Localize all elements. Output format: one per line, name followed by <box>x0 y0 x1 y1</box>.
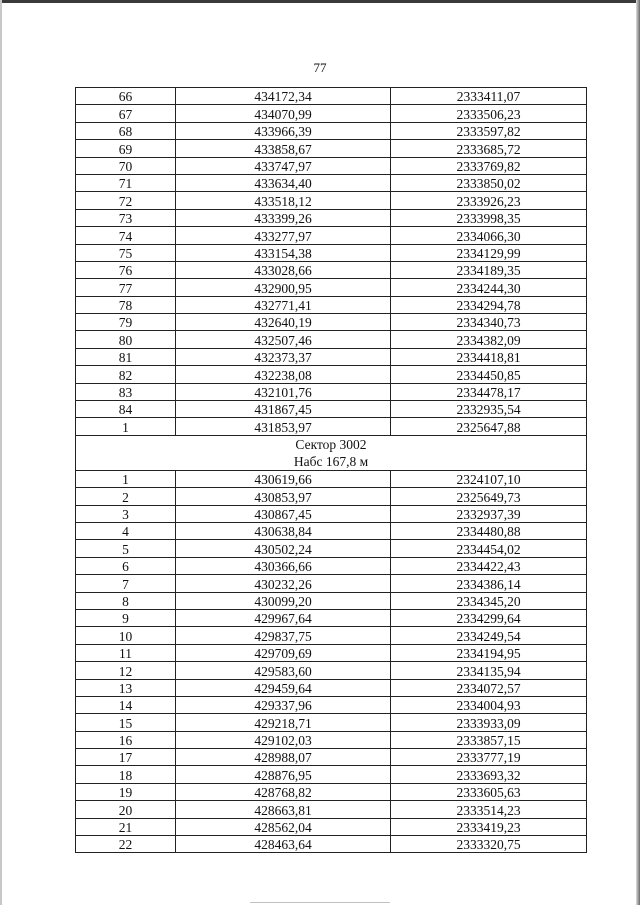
x-coordinate-cell: 433747,97 <box>176 157 391 174</box>
table-row <box>76 209 587 226</box>
point-number-cell: 10 <box>76 627 176 644</box>
page-number: 77 <box>313 60 327 75</box>
section-subtitle: Набс 167,8 м <box>293 453 369 469</box>
point-number-cell: 67 <box>76 105 176 122</box>
table-row <box>76 609 587 626</box>
point-number-cell: 73 <box>76 209 176 226</box>
table-row <box>76 731 587 748</box>
x-coordinate-cell: 432238,08 <box>176 366 391 383</box>
x-coordinate-cell: 431853,97 <box>176 418 391 435</box>
point-number-cell: 5 <box>76 540 176 557</box>
x-coordinate-cell: 433966,39 <box>176 122 391 139</box>
y-coordinate-cell: 2334294,78 <box>391 296 587 313</box>
y-coordinate-cell: 2325647,88 <box>391 418 587 435</box>
x-coordinate-cell: 429459,64 <box>176 679 391 696</box>
point-number-cell: 72 <box>76 192 176 209</box>
point-number-cell: 21 <box>76 818 176 835</box>
table-row <box>76 766 587 783</box>
coordinates-table <box>75 87 587 853</box>
table-row <box>76 488 587 505</box>
y-coordinate-cell: 2334454,02 <box>391 540 587 557</box>
table-row <box>76 470 587 487</box>
table-row <box>76 662 587 679</box>
y-coordinate-cell: 2334244,30 <box>391 279 587 296</box>
table-row <box>76 679 587 696</box>
point-number-cell: 69 <box>76 140 176 157</box>
x-coordinate-cell: 428876,95 <box>176 766 391 783</box>
table-row <box>76 522 587 539</box>
y-coordinate-cell: 2334480,88 <box>391 522 587 539</box>
point-number-cell: 76 <box>76 261 176 278</box>
table-row <box>76 279 587 296</box>
point-number-cell: 1 <box>76 418 176 435</box>
y-coordinate-cell: 2333506,23 <box>391 105 587 122</box>
x-coordinate-cell: 428562,04 <box>176 818 391 835</box>
y-coordinate-cell: 2333693,32 <box>391 766 587 783</box>
table-row <box>76 314 587 331</box>
point-number-cell: 75 <box>76 244 176 261</box>
point-number-cell: 14 <box>76 696 176 713</box>
y-coordinate-cell: 2333320,75 <box>391 836 587 853</box>
table-row <box>76 592 587 609</box>
point-number-cell: 66 <box>76 88 176 105</box>
table-row <box>76 174 587 191</box>
table-row <box>76 575 587 592</box>
y-coordinate-cell: 2334189,35 <box>391 261 587 278</box>
table-row <box>76 401 587 418</box>
y-coordinate-cell: 2334345,20 <box>391 592 587 609</box>
x-coordinate-cell: 433399,26 <box>176 209 391 226</box>
y-coordinate-cell: 2332937,39 <box>391 505 587 522</box>
point-number-cell: 9 <box>76 609 176 626</box>
y-coordinate-cell: 2334129,99 <box>391 244 587 261</box>
y-coordinate-cell: 2334340,73 <box>391 314 587 331</box>
y-coordinate-cell: 2334299,64 <box>391 609 587 626</box>
x-coordinate-cell: 428663,81 <box>176 801 391 818</box>
y-coordinate-cell: 2334450,85 <box>391 366 587 383</box>
x-coordinate-cell: 430867,45 <box>176 505 391 522</box>
point-number-cell: 77 <box>76 279 176 296</box>
y-coordinate-cell: 2334382,09 <box>391 331 587 348</box>
point-number-cell: 18 <box>76 766 176 783</box>
table-row <box>76 244 587 261</box>
y-coordinate-cell: 2333777,19 <box>391 749 587 766</box>
table-row <box>76 105 587 122</box>
scan-edge-bottom <box>250 902 390 903</box>
x-coordinate-cell: 434172,34 <box>176 88 391 105</box>
table-row <box>76 227 587 244</box>
y-coordinate-cell: 2333514,23 <box>391 801 587 818</box>
table-row <box>76 644 587 661</box>
point-number-cell: 16 <box>76 731 176 748</box>
scan-edge-top <box>0 0 640 3</box>
x-coordinate-cell: 429102,03 <box>176 731 391 748</box>
table-row <box>76 801 587 818</box>
point-number-cell: 70 <box>76 157 176 174</box>
y-coordinate-cell: 2334422,43 <box>391 557 587 574</box>
point-number-cell: 78 <box>76 296 176 313</box>
point-number-cell: 4 <box>76 522 176 539</box>
x-coordinate-cell: 432640,19 <box>176 314 391 331</box>
y-coordinate-cell: 2325649,73 <box>391 488 587 505</box>
x-coordinate-cell: 430853,97 <box>176 488 391 505</box>
point-number-cell: 2 <box>76 488 176 505</box>
y-coordinate-cell: 2333933,09 <box>391 714 587 731</box>
section-header-cell <box>76 435 587 470</box>
y-coordinate-cell: 2333597,82 <box>391 122 587 139</box>
y-coordinate-cell: 2333857,15 <box>391 731 587 748</box>
x-coordinate-cell: 429583,60 <box>176 662 391 679</box>
scan-edge-left <box>0 0 2 905</box>
x-coordinate-cell: 433277,97 <box>176 227 391 244</box>
point-number-cell: 11 <box>76 644 176 661</box>
y-coordinate-cell: 2332935,54 <box>391 401 587 418</box>
y-coordinate-cell: 2334194,95 <box>391 644 587 661</box>
point-number-cell: 81 <box>76 348 176 365</box>
point-number-cell: 12 <box>76 662 176 679</box>
x-coordinate-cell: 429337,96 <box>176 696 391 713</box>
x-coordinate-cell: 433028,66 <box>176 261 391 278</box>
y-coordinate-cell: 2333769,82 <box>391 157 587 174</box>
y-coordinate-cell: 2334004,93 <box>391 696 587 713</box>
x-coordinate-cell: 432771,41 <box>176 296 391 313</box>
table-row <box>76 505 587 522</box>
x-coordinate-cell: 428768,82 <box>176 783 391 800</box>
table-row <box>76 122 587 139</box>
y-coordinate-cell: 2334066,30 <box>391 227 587 244</box>
section-title: Сектор 3002 <box>295 436 367 452</box>
y-coordinate-cell: 2333850,02 <box>391 174 587 191</box>
x-coordinate-cell: 429709,69 <box>176 644 391 661</box>
x-coordinate-cell: 430502,24 <box>176 540 391 557</box>
point-number-cell: 84 <box>76 401 176 418</box>
x-coordinate-cell: 429967,64 <box>176 609 391 626</box>
table-row <box>76 261 587 278</box>
point-number-cell: 80 <box>76 331 176 348</box>
table-row <box>76 418 587 435</box>
point-number-cell: 13 <box>76 679 176 696</box>
section-header-row <box>76 435 587 470</box>
point-number-cell: 7 <box>76 575 176 592</box>
x-coordinate-cell: 434070,99 <box>176 105 391 122</box>
x-coordinate-cell: 433154,38 <box>176 244 391 261</box>
point-number-cell: 83 <box>76 383 176 400</box>
x-coordinate-cell: 428463,64 <box>176 836 391 853</box>
point-number-cell: 1 <box>76 470 176 487</box>
table-row <box>76 557 587 574</box>
y-coordinate-cell: 2334072,57 <box>391 679 587 696</box>
point-number-cell: 17 <box>76 749 176 766</box>
y-coordinate-cell: 2333998,35 <box>391 209 587 226</box>
point-number-cell: 74 <box>76 227 176 244</box>
point-number-cell: 20 <box>76 801 176 818</box>
table-row <box>76 296 587 313</box>
x-coordinate-cell: 431867,45 <box>176 401 391 418</box>
y-coordinate-cell: 2333605,63 <box>391 783 587 800</box>
table-row <box>76 627 587 644</box>
table-row <box>76 331 587 348</box>
point-number-cell: 8 <box>76 592 176 609</box>
x-coordinate-cell: 433634,40 <box>176 174 391 191</box>
table-row <box>76 540 587 557</box>
table-row <box>76 749 587 766</box>
y-coordinate-cell: 2333926,23 <box>391 192 587 209</box>
x-coordinate-cell: 433858,67 <box>176 140 391 157</box>
y-coordinate-cell: 2334418,81 <box>391 348 587 365</box>
point-number-cell: 79 <box>76 314 176 331</box>
y-coordinate-cell: 2333419,23 <box>391 818 587 835</box>
point-number-cell: 15 <box>76 714 176 731</box>
y-coordinate-cell: 2334478,17 <box>391 383 587 400</box>
point-number-cell: 68 <box>76 122 176 139</box>
x-coordinate-cell: 430099,20 <box>176 592 391 609</box>
point-number-cell: 19 <box>76 783 176 800</box>
x-coordinate-cell: 430366,66 <box>176 557 391 574</box>
table-row <box>76 140 587 157</box>
x-coordinate-cell: 432507,46 <box>176 331 391 348</box>
point-number-cell: 22 <box>76 836 176 853</box>
table-row <box>76 348 587 365</box>
table-row <box>76 696 587 713</box>
point-number-cell: 82 <box>76 366 176 383</box>
table-row <box>76 783 587 800</box>
y-coordinate-cell: 2334249,54 <box>391 627 587 644</box>
x-coordinate-cell: 429837,75 <box>176 627 391 644</box>
x-coordinate-cell: 428988,07 <box>176 749 391 766</box>
point-number-cell: 3 <box>76 505 176 522</box>
table-row <box>76 88 587 105</box>
x-coordinate-cell: 429218,71 <box>176 714 391 731</box>
x-coordinate-cell: 432900,95 <box>176 279 391 296</box>
x-coordinate-cell: 430232,26 <box>176 575 391 592</box>
y-coordinate-cell: 2334135,94 <box>391 662 587 679</box>
table-row <box>76 836 587 853</box>
coordinates-table-body <box>76 88 587 853</box>
x-coordinate-cell: 432101,76 <box>176 383 391 400</box>
x-coordinate-cell: 430638,84 <box>176 522 391 539</box>
table-row <box>76 192 587 209</box>
point-number-cell: 71 <box>76 174 176 191</box>
table-row <box>76 366 587 383</box>
x-coordinate-cell: 430619,66 <box>176 470 391 487</box>
table-row <box>76 157 587 174</box>
x-coordinate-cell: 432373,37 <box>176 348 391 365</box>
table-row <box>76 818 587 835</box>
y-coordinate-cell: 2333411,07 <box>391 88 587 105</box>
point-number-cell: 6 <box>76 557 176 574</box>
x-coordinate-cell: 433518,12 <box>176 192 391 209</box>
scan-edge-right <box>636 0 640 905</box>
y-coordinate-cell: 2333685,72 <box>391 140 587 157</box>
y-coordinate-cell: 2324107,10 <box>391 470 587 487</box>
y-coordinate-cell: 2334386,14 <box>391 575 587 592</box>
table-row <box>76 714 587 731</box>
table-row <box>76 383 587 400</box>
